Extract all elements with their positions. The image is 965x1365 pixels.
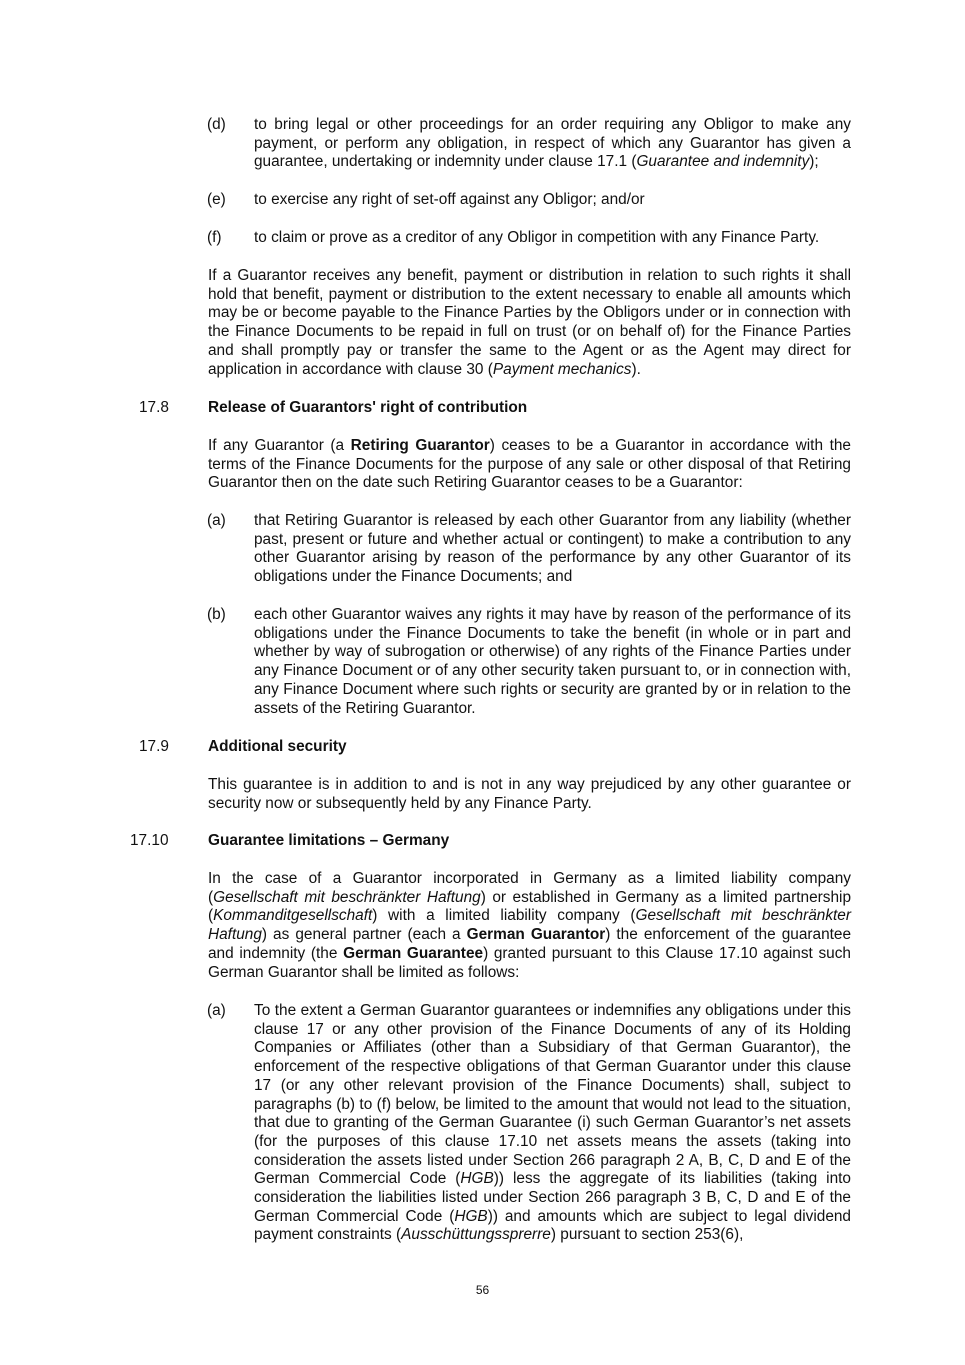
text-run: to bring legal or other proceedings for an order requiring any Obligor to make any payment, or perform any obligation, in respect of which any Guarantor has given a guarantee, undertaking or indemnity under clause 17.1 ( [254, 116, 851, 171]
text-run: ). [631, 360, 641, 378]
section-heading: Release of Guarantors' right of contribution [208, 399, 528, 416]
item-label: (a) [207, 1002, 226, 1019]
item-text [254, 229, 851, 248]
defined-term: German Guarantee [343, 944, 484, 962]
text-run: ) the enforcement of the guarantee and indemnity (the [208, 926, 852, 962]
list-item-b [207, 606, 851, 718]
italic-term: Gesellschaft mit beschränkter Haftung [208, 907, 851, 944]
defined-term: Retiring Guarantor [350, 437, 490, 454]
item-text [254, 512, 851, 587]
list-item-a [207, 512, 851, 587]
text-run: ) or established in Germany as a limited partnership ( [208, 888, 852, 925]
section-number: 17.8 [139, 399, 169, 416]
italic-term: HGB [460, 1170, 494, 1188]
section-paragraph [208, 870, 851, 982]
item-label: (b) [207, 606, 226, 623]
italic-term: Ausschüttungssprerre [401, 1226, 551, 1244]
item-label: (e) [207, 191, 226, 208]
item-text [254, 1002, 851, 1245]
text-run: In the case of a Guarantor incorporated in Germany as a limited liability company ( [208, 870, 851, 906]
page-number: 56 [475, 1283, 490, 1297]
italic-term: Gesellschaft mit beschränkter Haftung [213, 888, 481, 906]
trust-paragraph [208, 267, 851, 379]
text-run: )) less the aggregate of its liabilities (taking into consideration the liabilities listed under Section 266 paragraph 3 B, C, D and E of the German Commercial Code ( [254, 1170, 851, 1225]
text-run: that Retiring Guarantor is released by each other Guarantor from any liability (whether past, present or future and whether actual or contingent) to make a contribution to any other Guarantor arising by reason of the performance by any other Guarantor of its obligations under the Finance Documents; and [254, 512, 851, 586]
section-paragraph [208, 437, 851, 493]
item-text [254, 191, 851, 210]
section-number: 17.10 [130, 832, 169, 849]
text-run: ); [809, 153, 819, 171]
text-run: to exercise any right of set-off against any Obligor; and/or [254, 191, 645, 208]
item-text [254, 606, 851, 718]
text-run: If any Guarantor (a [208, 437, 351, 454]
item-label: (f) [207, 229, 222, 246]
text-run: each other Guarantor waives any rights it may have by reason of the performance of its obligations under the Finance Documents to take the benefit (in whole or in part and whether by way of subrogation or otherwise) of any rights of the Finance Parties under any Finance Document or of any other security taken pursuant to, or in connection with, any Finance Document where such rights or security are granted by or in relation to the assets of the Retiring Guarantor. [254, 606, 851, 717]
text-run: To the extent a German Guarantor guarantees or indemnifies any obligations under this clause 17 or any other provision of the Finance Documents of any of its Holding Companies or Affiliates (other than a Subsidiary of that German Guarantor), the enforcement of the respective obligations of that German Guarantor under this clause 17 (or any other relevant provision of the Finance Documents) shall, subject to paragraphs (b) to (f) below, be limited to the amount that would not lead to the situation, that due to granting of the German Guarantee (i) such German Guarantor’s net assets (for the purposes of this clause 17.10 net assets means the assets (taking into consideration the assets listed under Section 266 paragraph 2 A, B, C, D and E of the German Commercial Code ( [254, 1002, 851, 1188]
section-paragraph [208, 776, 851, 813]
item-label: (a) [207, 512, 226, 529]
italic-term: HGB [454, 1207, 488, 1225]
item-label: (d) [207, 116, 226, 133]
text-run: If a Guarantor receives any benefit, payment or distribution in relation to such rights it shall hold that benefit, payment or distribution to the extent necessary to enable all amounts which may be or become payable to the Finance Parties by the Obligors under or in connection with the Finance Documents to be repaid in full on trust (or on behalf of) for the Finance Parties and shall promptly pay or transfer the same to the Agent or as the Agent may direct for application in accordance with clause 30 ( [208, 267, 851, 378]
text-run: ) granted pursuant to this Clause 17.10 against such German Guarantor shall be limited as follows: [208, 944, 851, 981]
list-item-f [207, 229, 851, 248]
italic-term: Guarantee and indemnity [636, 153, 810, 171]
text-run: ) pursuant to section 253(6), [550, 1226, 744, 1244]
text-run: ) with a limited liability company ( [372, 907, 636, 925]
list-item-d [207, 116, 851, 172]
item-text [254, 116, 851, 172]
italic-term: Kommanditgesellschaft [213, 907, 373, 925]
text-run: This guarantee is in addition to and is not in any way prejudiced by any other guarantee or security now or subsequently held by any Finance Party. [208, 776, 851, 812]
section-number: 17.9 [139, 738, 169, 755]
italic-term: Payment mechanics [492, 360, 632, 378]
text-run: ) as general partner (each a [261, 926, 467, 944]
list-item-a [207, 1002, 851, 1245]
text-run: )) and amounts which are subject to legal dividend payment constraints ( [254, 1207, 851, 1244]
section-heading: Guarantee limitations – Germany [208, 832, 450, 849]
list-item-e [207, 191, 851, 210]
text-run: to claim or prove as a creditor of any Obligor in competition with any Finance Party. [254, 229, 820, 246]
section-heading: Additional security [208, 738, 347, 755]
text-run: ) ceases to be a Guarantor in accordance with the terms of the Finance Documents for the purpose of any sale or other disposal of that Retiring Guarantor then on the date such Retiring Guarantor ceases to be a Guarantor: [208, 437, 851, 492]
defined-term: German Guarantor [466, 926, 606, 944]
